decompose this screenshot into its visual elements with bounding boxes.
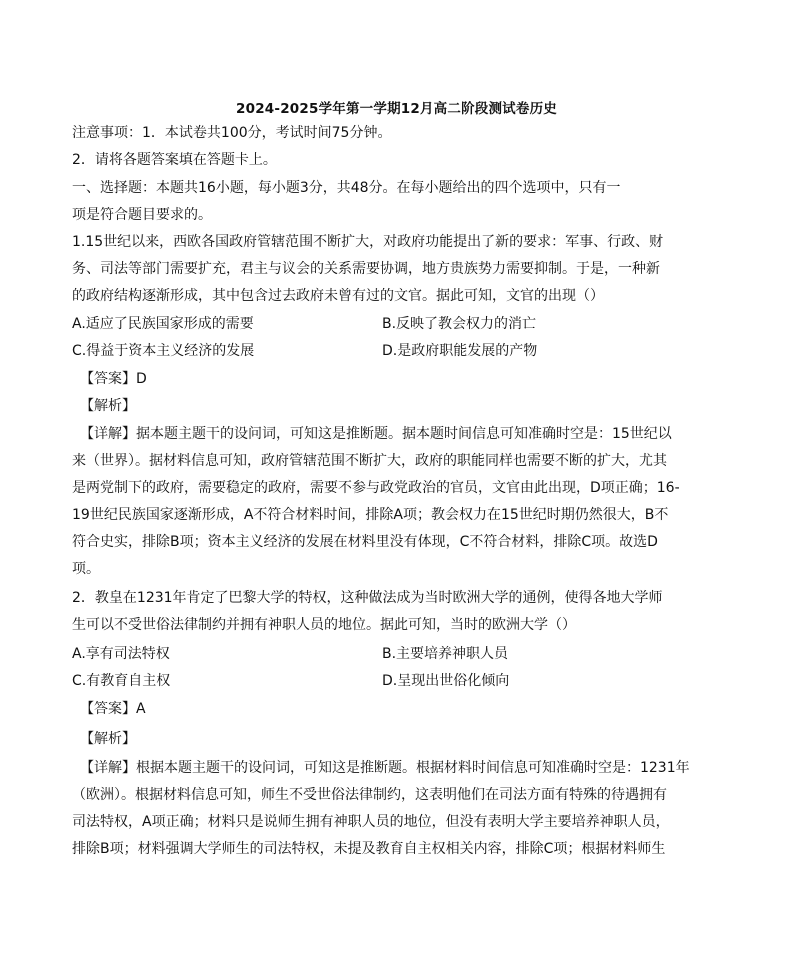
q1-option-a: A.适应了民族国家形成的需要	[72, 316, 254, 332]
question-2-stem: 2．教皇在1231年肯定了巴黎大学的特权，这种做法成为当时欧洲大学的通例，使得各地大学师	[72, 590, 663, 606]
q2-option-d: D.呈现出世俗化倾向	[382, 673, 510, 689]
q1-option-c: C.得益于资本主义经济的发展	[72, 343, 255, 359]
q1-detail: 符合史实，排除B项；资本主义经济的发展在材料里没有体现，C不符合材料，排除C项。故选D	[72, 534, 658, 550]
q2-detail: （欧洲）。根据材料信息可知，师生不受世俗法律制约，这表明他们在司法方面有特殊的待遇拥有	[72, 787, 667, 803]
q1-option-d: D.是政府职能发展的产物	[382, 343, 538, 359]
section-heading: 一、选择题：本题共16小题，每小题3分，共48分。在每小题给出的四个选项中，只有一	[72, 180, 621, 196]
q1-option-b: B.反映了教会权力的消亡	[382, 316, 537, 332]
q1-detail: 是两党制下的政府，需要稳定的政府，需要不参与政党政治的官员，文官由此出现，D项正确；16-	[72, 480, 680, 496]
section-heading: 项是符合题目要求的。	[72, 207, 212, 223]
q2-option-b: B.主要培养神职人员	[382, 646, 509, 662]
question-1-stem: 1.15世纪以来，西欧各国政府管辖范围不断扩大，对政府功能提出了新的要求：军事、行政、财	[72, 234, 664, 250]
notice-line: 注意事项：1．本试卷共100分，考试时间75分钟。	[72, 125, 392, 141]
page-title: 2024-2025学年第一学期12月高二阶段测试卷历史	[236, 101, 557, 117]
q2-detail: 司法特权，A项正确；材料只是说师生拥有神职人员的地位，但没有表明大学主要培养神职人员，	[72, 814, 670, 830]
q2-option-c: C.有教育自主权	[72, 673, 171, 689]
question-1-stem: 的政府结构逐渐形成，其中包含过去政府未曾有过的文官。据此可知，文官的出现（）	[72, 288, 604, 304]
q1-detail: 【详解】据本题主题干的设问词，可知这是推断题。据本题时间信息可知准确时空是：15世纪以	[80, 426, 672, 442]
q2-detail: 排除B项；材料强调大学师生的司法特权，未提及教育自主权相关内容，排除C项；根据材料师生	[72, 841, 666, 857]
q1-answer: 【答案】D	[80, 371, 147, 387]
q2-answer: 【答案】A	[80, 701, 146, 717]
question-2-stem: 生可以不受世俗法律制约并拥有神职人员的地位。据此可知，当时的欧洲大学（）	[72, 617, 576, 633]
q1-detail: 来（世界）。据材料信息可知，政府管辖范围不断扩大，政府的职能同样也需要不断的扩大，尤其	[72, 453, 667, 469]
q1-detail: 项。	[72, 561, 100, 577]
q2-option-a: A.享有司法特权	[72, 646, 170, 662]
q1-analysis-label: 【解析】	[80, 398, 136, 414]
q1-detail: 19世纪民族国家逐渐形成，A不符合材料时间，排除A项；教会权力在15世纪时期仍然很大，B不	[72, 507, 669, 523]
q2-analysis-label: 【解析】	[80, 731, 136, 747]
q2-detail: 【详解】根据本题主题干的设问词，可知这是推断题。根据材料时间信息可知准确时空是：1231年	[80, 760, 690, 776]
notice-line: 2．请将各题答案填在答题卡上。	[72, 152, 277, 168]
question-1-stem: 务、司法等部门需要扩充，君主与议会的关系需要协调，地方贵族势力需要抑制。于是，一种新	[72, 261, 660, 277]
